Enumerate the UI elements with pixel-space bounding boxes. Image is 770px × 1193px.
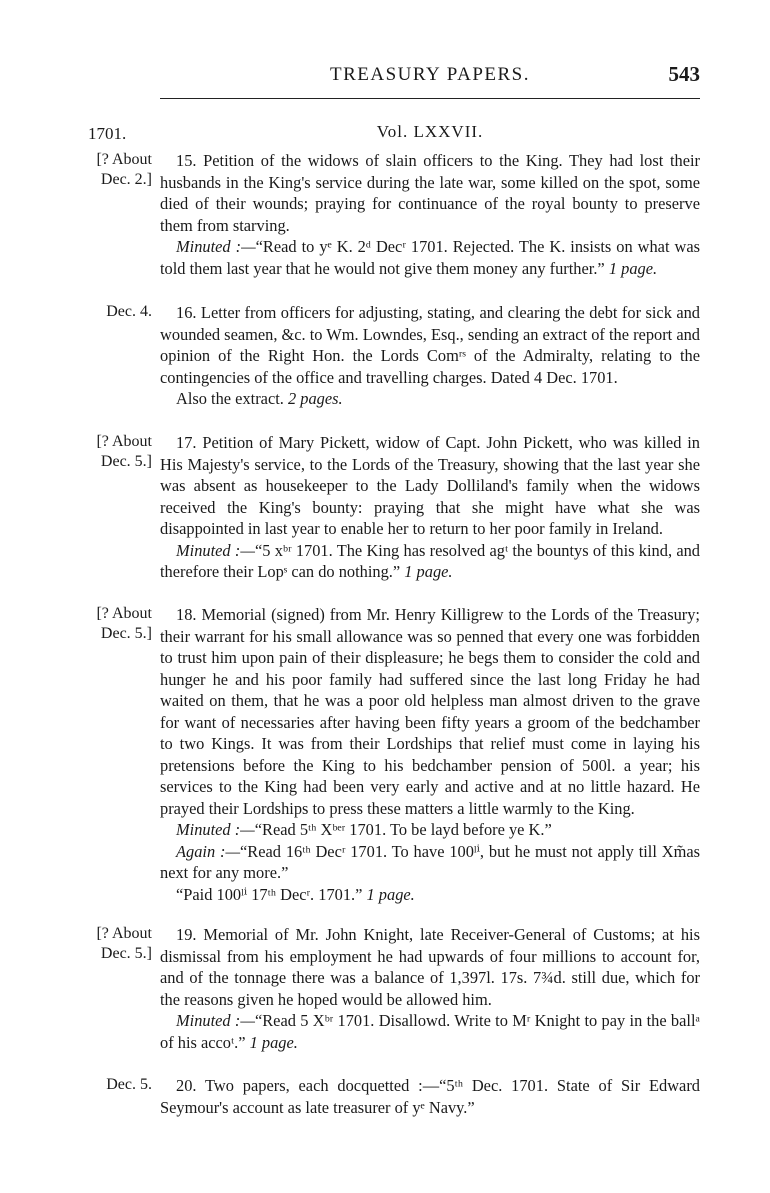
entry-body — [160, 1075, 700, 1118]
entry-text: 16. Letter from officers for adjusting, stating, and clearing the debt for sick and wounded seamen, &c. to Wm. Lowndes, Esq., sending an extract of the report and opinion of the Right Hon. the Lords Comʳˢ of the Admiralty, relating to the contingencies of the office and travelling charges. Dated 4 Dec. 1701. — [160, 303, 700, 387]
minute-note: Minuted :—“Read 5 Xᵇʳ 1701. Disallowd. Write to Mʳ Knight to pay in the ballᵃ of his accoᵗ.” 1 page. — [160, 1011, 700, 1052]
entry-date: Dec. 5. — [106, 1076, 152, 1093]
year-label: 1701. — [88, 124, 127, 143]
entry-date: [? About Dec. 5.] — [96, 433, 152, 470]
entry-body — [160, 302, 700, 410]
volume-heading: Vol. LXXVII. — [376, 122, 484, 141]
running-title: TREASURY PAPERS. — [330, 64, 530, 85]
entry-text: 18. Memorial (signed) from Mr. Henry Killigrew to the Lords of the Treasury; their warrant for his small allowance was so penned that every one was forbidden to trust him upon pain of their displeasure; he begs them to consider the cold and hunger he and his poor family had suffered since the last long Friday he had waited on them, that he was a poor old helpless man almost driven to the grave for want of necessaries after having been fifty years a groom of the bedchamber to two Kings. It was from their Lordships that relief must come in laying his pretensions before the King to his bedchamber pension of 500l. a year; his services to the King had been very early and active and at no little hazard. He prayed their Lordships to press these matters a little warmly to the King. — [160, 605, 700, 818]
minute-note: Minuted :—“5 xᵇʳ 1701. The King has resolved agᵗ the bountys of this kind, and therefore their Lopˢ can do nothing.” 1 page. — [160, 540, 700, 581]
entry-body — [160, 150, 700, 279]
entry-text: 17. Petition of Mary Pickett, widow of Capt. John Pickett, who was killed in His Majesty's service, to the Lords of the Treasury, showing that the last year she was absent as housekeeper to the Lady Dolliland's family when the widows received the King's bounty: praying that she might have what she was disappointed in last year to enable her to return to her poor family in Ireland. — [160, 433, 700, 538]
paid-note: “Paid 100ˡⁱ 17ᵗʰ Decʳ. 1701.” 1 page. — [176, 884, 415, 904]
entry-text: 19. Memorial of Mr. John Knight, late Receiver-General of Customs; at his dismissal from his employment he had upwards of four millions to account for, and of the tonnage there was a balance of 1,397l. 17s. 7¾d. still due, which for the reasons given he hoped would be allowed him. — [160, 925, 700, 1009]
minute-note: Minuted :—“Read 5ᵗʰ Xᵇᵉʳ 1701. To be layd before ye K.” — [176, 820, 552, 839]
entry-date: Dec. 4. — [106, 303, 152, 320]
entry-date: [? About Dec. 5.] — [96, 925, 152, 962]
entry-date: [? About Dec. 5.] — [96, 605, 152, 642]
entry-text: 15. Petition of the widows of slain officers to the King. They had lost their husbands in the King's service during the late war, some killed on the spot, some died of their wounds; praying for continuance of the royal bounty to preserve them from starving. — [160, 151, 700, 235]
minute-note: Minuted :—“Read to yᵉ K. 2ᵈ Decʳ 1701. Rejected. The K. insists on what was told them last year that he would not give them money any further.” 1 page. — [160, 237, 700, 278]
entry-body — [160, 432, 700, 583]
note: Also the extract. 2 pages. — [176, 389, 343, 408]
header-rule — [160, 98, 700, 99]
entry-body — [160, 604, 700, 905]
page-number: 543 — [668, 62, 700, 86]
again-note: Again :—“Read 16ᵗʰ Decʳ 1701. To have 100ˡⁱ, but he must not apply till Xm̃as next for any more.” — [160, 841, 700, 882]
entry-date: [? About Dec. 2.] — [96, 151, 152, 188]
entry-text: 20. Two papers, each docquetted :—“5ᵗʰ Dec. 1701. State of Sir Edward Seymour's account as late treasurer of yᵉ Navy.” — [160, 1076, 700, 1117]
entry-body — [160, 924, 700, 1053]
page-header — [160, 62, 700, 94]
